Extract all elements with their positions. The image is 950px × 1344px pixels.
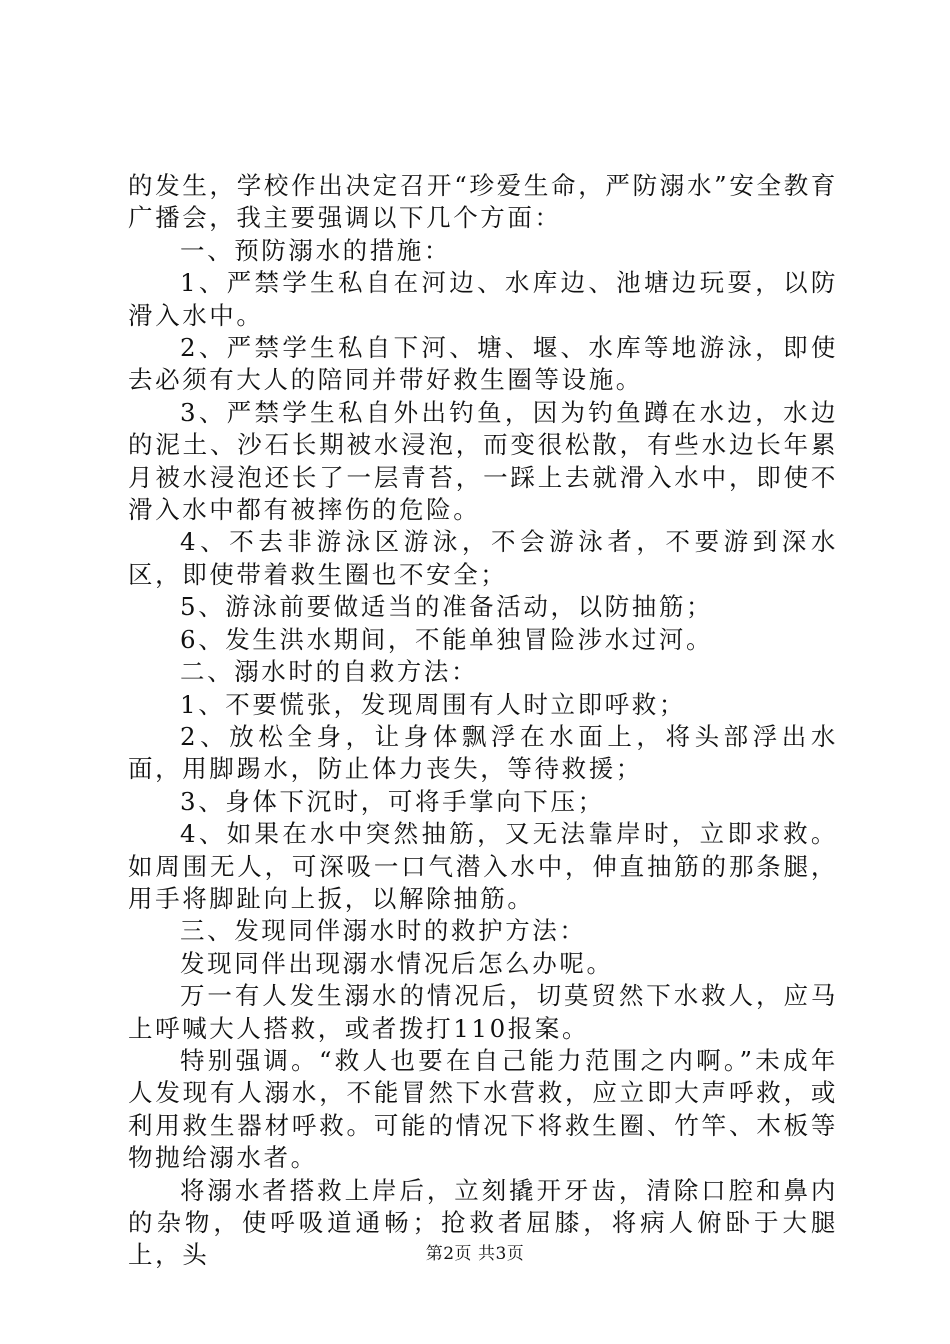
paragraph: 发现同伴出现溺水情况后怎么办呢。	[180, 948, 614, 978]
paragraph: 6、发生洪水期间，不能单独冒险涉水过河。	[180, 624, 714, 654]
paragraph: 1、严禁学生私自在河边、水库边、池塘边玩耍，以防滑入水中。	[128, 268, 838, 330]
section-heading: 二、溺水时的自救方法：	[180, 657, 479, 687]
paragraph: 2、放松全身，让身体飘浮在水面上，将头部浮出水面，用脚踢水，防止体力丧失，等待救援；	[128, 721, 838, 784]
paragraph: 4、如果在水中突然抽筋，又无法靠岸时，立即求救。如周围无人，可深吸一口气潜入水中，伸直抽筋的那条腿，用手将脚趾向上扳，以解除抽筋。	[128, 819, 838, 913]
section-heading: 三、发现同伴溺水时的救护方法：	[180, 916, 587, 946]
paragraph: 1、不要慌张，发现周围有人时立即呼救；	[180, 689, 686, 719]
paragraph: 将溺水者搭救上岸后，立刻撬开牙齿，清除口腔和鼻内的杂物，使呼吸道通畅；抢救者屈膝，将病人俯卧于大腿上，头	[128, 1175, 838, 1270]
paragraph: 4、不去非游泳区游泳，不会游泳者，不要游到深水区，即使带着救生圈也不安全；	[128, 527, 838, 589]
paragraph: 3、严禁学生私自外出钓鱼，因为钓鱼蹲在水边，水边的泥土、沙石长期被水浸泡，而变很松散，有些水边长年累月被水浸泡还长了一层青苔，一踩上去就滑入水中，即使不滑入水中都有被摔伤的危险。	[128, 397, 838, 525]
paragraph: 的发生，学校作出决定召开“珍爱生命，严防溺水”安全教育广播会，我主要强调以下几个方面：	[128, 171, 838, 233]
section-heading: 一、预防溺水的措施：	[180, 235, 451, 265]
paragraph: 5、游泳前要做适当的准备活动，以防抽筋；	[180, 592, 714, 622]
paragraph: 特别强调。“救人也要在自己能力范围之内啊。”未成年人发现有人溺水，不能冒然下水营救，应立即大声呼救，或利用救生器材呼救。可能的情况下将救生圈、竹竿、木板等物抛给溺水者。	[128, 1045, 838, 1173]
page-number-footer: 第2页 共3页	[425, 1244, 525, 1264]
paragraph: 3、身体下沉时，可将手掌向下压；	[180, 786, 605, 816]
paragraph: 万一有人发生溺水的情况后，切莫贸然下水救人，应马上呼喊大人搭救，或者拨打110报案。	[128, 981, 838, 1043]
document-body	[128, 170, 838, 1272]
paragraph: 2、严禁学生私自下河、塘、堰、水库等地游泳，即使去必须有大人的陪同并带好救生圈等设施。	[128, 333, 838, 395]
